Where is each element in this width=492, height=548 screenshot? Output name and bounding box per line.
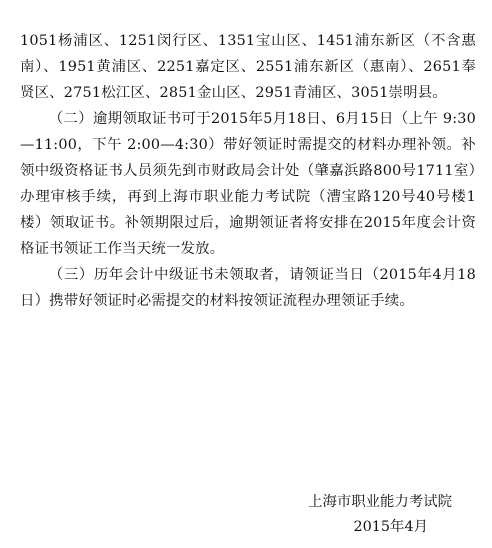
signature-block [308,490,452,540]
paragraph-district-codes: 1051杨浦区、1251闵行区、1351宝山区、1451浦东新区（不含惠南）、1951黄浦区、2251嘉定区、2551浦东新区（惠南）、2651奉贤区、2751松江区、2851金山区、2951青浦区、3051崇明县。 [20,33,476,101]
paragraph-late-collection: （二）逾期领取证书可于2015年5月18日、6月15日（上午 9:30—11:00，下午 2:00—4:30）带好领证时需提交的材料办理补领。补领中级资格证书人员须先到市财政局会计处（肇嘉浜路800号1711室）办理审核手续，再到上海市职业能力考试院（漕宝路120号40号楼1楼）领取证书。补领期限过后，逾期领证者将安排在2015年度会计资格证书领证工作当天统一发放。 [20,111,476,257]
paragraph-past-certificates: （三）历年会计中级证书未领取者，请领证当日（2015年4月18日）携带好领证时必需提交的材料按领证流程办理领证手续。 [20,267,476,309]
signature-organization: 上海市职业能力考试院 [308,494,452,510]
signature-date: 2015年4月 [353,519,428,535]
document-body [20,28,476,314]
